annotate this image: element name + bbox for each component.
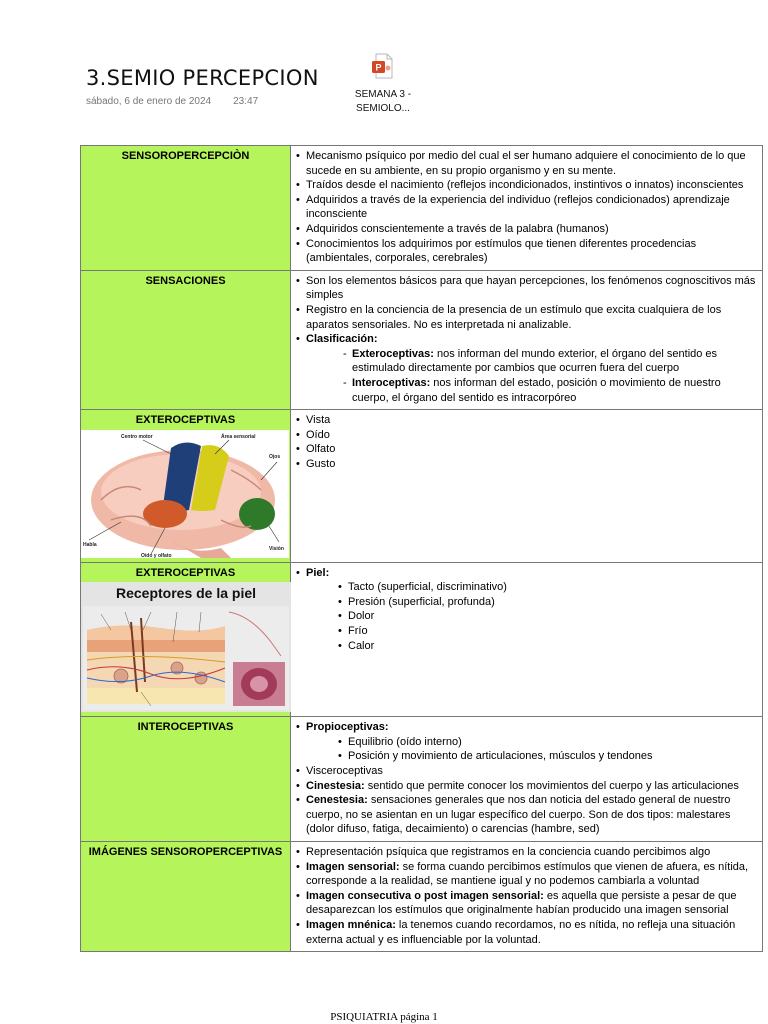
list-item: • Imagen mnénica: la tenemos cuando recordamos, no es nítida, no refleja una situación externa actual y es influenciable por la voluntad. [295,918,758,947]
table-row [81,270,763,409]
list-item: • Olfato [295,442,758,457]
list-item: • Registro en la conciencia de la presencia de un estímulo que excita cualquiera de los aparatos sensoriales. No es interpretada ni analizable. [295,303,758,332]
row-content [291,842,763,952]
row-content [291,410,763,563]
svg-text:Área sensorial: Área sensorial [221,433,256,440]
list-item: • Tacto (superficial, discriminativo) [338,580,758,595]
list-item: - Interoceptivas: nos informan del estado, posición o movimiento de nuestro cuerpo, el órgano del sentido es intracorpóreo [343,376,758,405]
attachment-label: SEMANA 3 - SEMIOLO... [354,89,412,114]
row-content [291,146,763,271]
list-item: • Adquiridos conscientemente a través de la palabra (humanos) [295,222,758,237]
brain-diagram-image [81,430,289,558]
row-label: EXTEROCEPTIVAS Centro motor Área sensorial Ojos Habla Visión Oído y olfato [81,410,291,563]
svg-text:P: P [375,62,382,73]
list-item [295,566,758,654]
list-item: • Visceroceptivas [295,764,758,779]
row-content [291,562,763,717]
list-item: • Dolor [338,609,758,624]
page-time: 23:47 [233,96,259,107]
list-item: • Gusto [295,457,758,472]
row-label: EXTEROCEPTIVAS Receptores de la piel [81,562,291,717]
list-item: • Representación psíquica que registramos en la conciencia cuando percibimos algo [295,845,758,860]
table-row [81,842,763,952]
list-item: • Cenestesia: sensaciones generales que nos dan noticia del estado general de nuestro cuerpo, no se asientan en un lugar específico del cuerpo. Son de dos tipos: malestares (dolor difuso, fatiga, decaimiento) o carencias (hambre, sed) [295,793,758,837]
svg-text:Habla: Habla [83,541,97,548]
list-item: • Adquiridos a través de la experiencia del individuo (reflejos condicionados) aprendizaje inconsciente [295,193,758,222]
table-row [81,562,763,717]
table-row [81,146,763,271]
list-item: • Propioceptivas: • Equilibrio (oído interno) • Posición y movimiento de articulaciones, músculos y tendones [295,720,758,764]
list-item: • Son los elementos básicos para que hayan percepciones, los fenómenos cognoscitivos más simples [295,274,758,303]
page-date: sábado, 6 de enero de 2024 [86,96,212,107]
attachment-powerpoint[interactable] [350,53,416,116]
list-item: • Conocimientos los adquirimos por estímulos que tienen diferentes procedencias (ambientales, corporales, cerebrales) [295,237,758,266]
page-footer: PSIQUIATRIA página 1 [330,1011,438,1023]
svg-text:Receptores de la piel: Receptores de la piel [115,585,257,602]
notes-table [80,145,763,952]
list-item: • Traídos desde el nacimiento (reflejos incondicionados, instintivos o innatos) inconscientes [295,178,758,193]
list-item: • Oído [295,428,758,443]
clasificacion-label: Clasificación: [306,333,378,346]
list-item: • Equilibrio (oído interno) [338,735,758,750]
page-title: 3.SEMIO PERCEPCION [86,66,319,90]
list-item: • Calor [338,639,758,654]
list-item: • Imagen consecutiva o post imagen sensorial: es aquella que persiste a pesar de que desaparezcan los estímulos que originalmente habían producido una imagen sensorial [295,889,758,918]
svg-text:Visión: Visión [269,545,284,552]
table-row [81,410,763,563]
svg-text:Centro motor: Centro motor [121,433,153,440]
page-meta [86,96,258,107]
row-label: SENSACIONES [81,270,291,409]
table-row [81,717,763,842]
piel-label: Piel: [306,566,330,579]
row-label: SENSOROPERCEPCIÒN [81,146,291,271]
list-item: - Exteroceptivas: nos informan del mundo exterior, el órgano del sentido es estimulado directamente por cambios que ocurren fuera del cuerpo [343,347,758,376]
list-item: • Frío [338,624,758,639]
list-item: • Mecanismo psíquico por medio del cual el ser humano adquiere el conocimiento de lo que sucede en su ambiente, en su propio organismo y en su mente. [295,149,758,178]
list-item: • Imagen sensorial: se forma cuando percibimos estímulos que vienen de afuera, es nítida, corresponde a la realidad, se mantiene igual y no podemos cambiarla a voluntad [295,860,758,889]
row-content [291,270,763,409]
list-item: • Cinestesia: sentido que permite conocer los movimientos del cuerpo y las articulaciones [295,779,758,794]
svg-text:Oído y olfato: Oído y olfato [141,552,172,558]
skin-receptors-image [81,582,291,712]
powerpoint-file-icon [372,53,394,79]
list-item: • Vista [295,413,758,428]
row-content [291,717,763,842]
list-item: • Posición y movimiento de articulaciones, músculos y tendones [338,749,758,764]
row-label: INTEROCEPTIVAS [81,717,291,842]
svg-text:Ojos: Ojos [269,453,281,460]
list-item [295,332,758,405]
row-label: IMÁGENES SENSOROPERCEPTIVAS [81,842,291,952]
list-item: • Presión (superficial, profunda) [338,595,758,610]
